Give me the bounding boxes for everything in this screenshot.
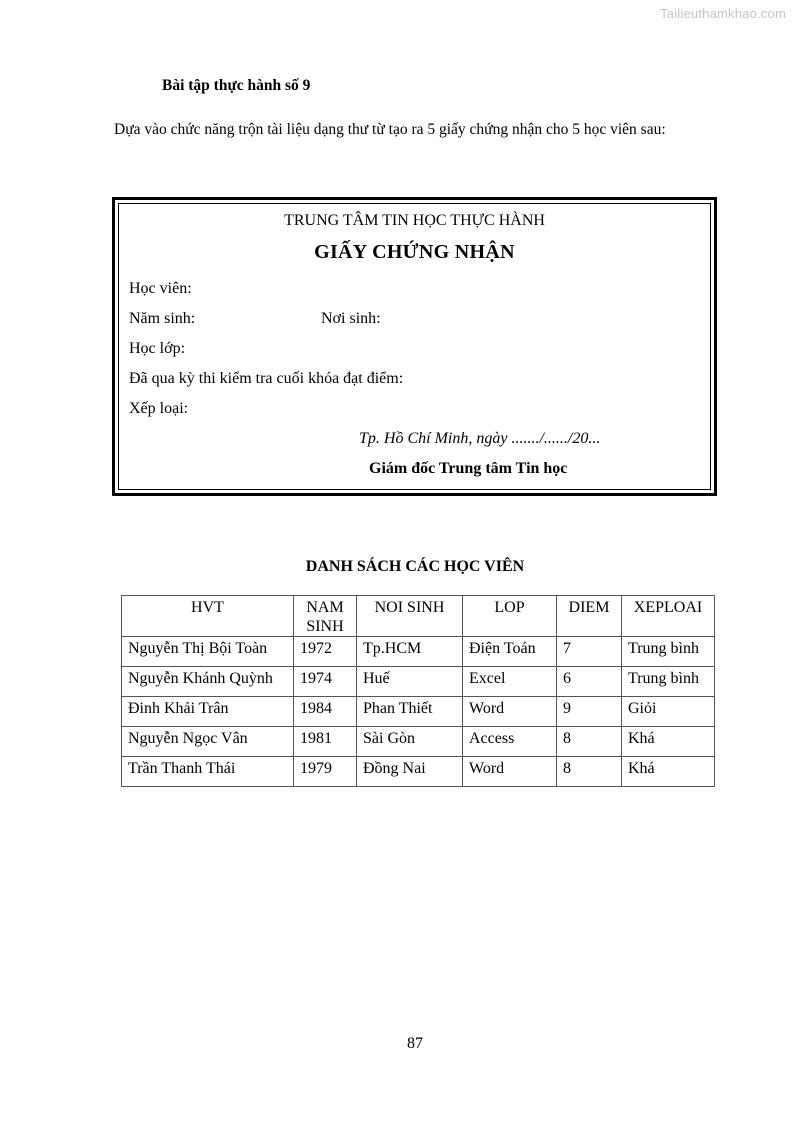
class-label: Học lớp: — [129, 340, 186, 357]
exercise-intro: Dựa vào chức năng trộn tài liệu dạng thư từ tạo ra 5 giấy chứng nhận cho 5 học viên sau: — [114, 121, 666, 138]
cell-birthplace: Phan Thiết — [357, 697, 463, 727]
cell-birth-year: 1984 — [294, 697, 357, 727]
table-row — [122, 667, 715, 697]
cell-name: Nguyễn Khánh Quỳnh — [122, 667, 294, 697]
cell-rank: Giỏi — [622, 697, 715, 727]
cell-rank: Khá — [622, 727, 715, 757]
student-table — [121, 595, 715, 787]
cell-birthplace: Sài Gòn — [357, 727, 463, 757]
cell-birthplace: Đồng Nai — [357, 757, 463, 787]
cell-class: Điện Toán — [463, 637, 557, 667]
cell-score: 9 — [557, 697, 622, 727]
student-name-label: Học viên: — [129, 280, 192, 297]
cell-birth-year: 1979 — [294, 757, 357, 787]
cell-name: Nguyễn Ngọc Vân — [122, 727, 294, 757]
cell-birthplace: Huế — [357, 667, 463, 697]
cell-rank: Trung bình — [622, 667, 715, 697]
exercise-title: Bài tập thực hành số 9 — [162, 77, 311, 94]
cell-birth-year: 1974 — [294, 667, 357, 697]
header-lop: LOP — [463, 596, 557, 637]
header-hvt: HVT — [122, 596, 294, 637]
table-row — [122, 727, 715, 757]
table-row — [122, 697, 715, 727]
cell-class: Excel — [463, 667, 557, 697]
cell-class: Access — [463, 727, 557, 757]
certificate-signature-title: Giám đốc Trung tâm Tin học — [369, 460, 568, 477]
table-header-row — [122, 596, 715, 637]
student-list-title: DANH SÁCH CÁC HỌC VIÊN — [305, 558, 525, 575]
cell-score: 7 — [557, 637, 622, 667]
cell-birthplace: Tp.HCM — [357, 637, 463, 667]
cell-class: Word — [463, 757, 557, 787]
cell-class: Word — [463, 697, 557, 727]
header-xeploai: XEPLOAI — [622, 596, 715, 637]
cell-birth-year: 1981 — [294, 727, 357, 757]
exam-score-label: Đã qua kỳ thi kiểm tra cuối khóa đạt điểm: — [129, 370, 404, 387]
cell-name: Đinh Khải Trân — [122, 697, 294, 727]
page-number: 87 — [407, 1035, 423, 1052]
cell-birth-year: 1972 — [294, 637, 357, 667]
certificate-inner-frame — [118, 203, 711, 490]
header-noi-sinh: NOI SINH — [357, 596, 463, 637]
certificate-organization: TRUNG TÂM TIN HỌC THỰC HÀNH — [284, 212, 545, 229]
cell-name: Trần Thanh Thái — [122, 757, 294, 787]
table-row — [122, 637, 715, 667]
cell-name: Nguyễn Thị Bội Toàn — [122, 637, 294, 667]
certificate-date-line: Tp. Hồ Chí Minh, ngày ......./....../20... — [359, 430, 601, 447]
certificate-frame — [112, 197, 717, 496]
watermark: Tailieuthamkhao.com — [660, 6, 786, 21]
table-row — [122, 757, 715, 787]
cell-rank: Trung bình — [622, 637, 715, 667]
cell-score: 6 — [557, 667, 622, 697]
certificate-title: GIẤY CHỨNG NHẬN — [314, 241, 515, 263]
rank-label: Xếp loại: — [129, 400, 189, 417]
cell-score: 8 — [557, 757, 622, 787]
header-diem: DIEM — [557, 596, 622, 637]
cell-score: 8 — [557, 727, 622, 757]
birth-year-label: Năm sinh: — [129, 310, 196, 327]
cell-rank: Khá — [622, 757, 715, 787]
header-nam-sinh: NAM SINH — [294, 596, 357, 637]
birthplace-label: Nơi sinh: — [321, 310, 381, 327]
